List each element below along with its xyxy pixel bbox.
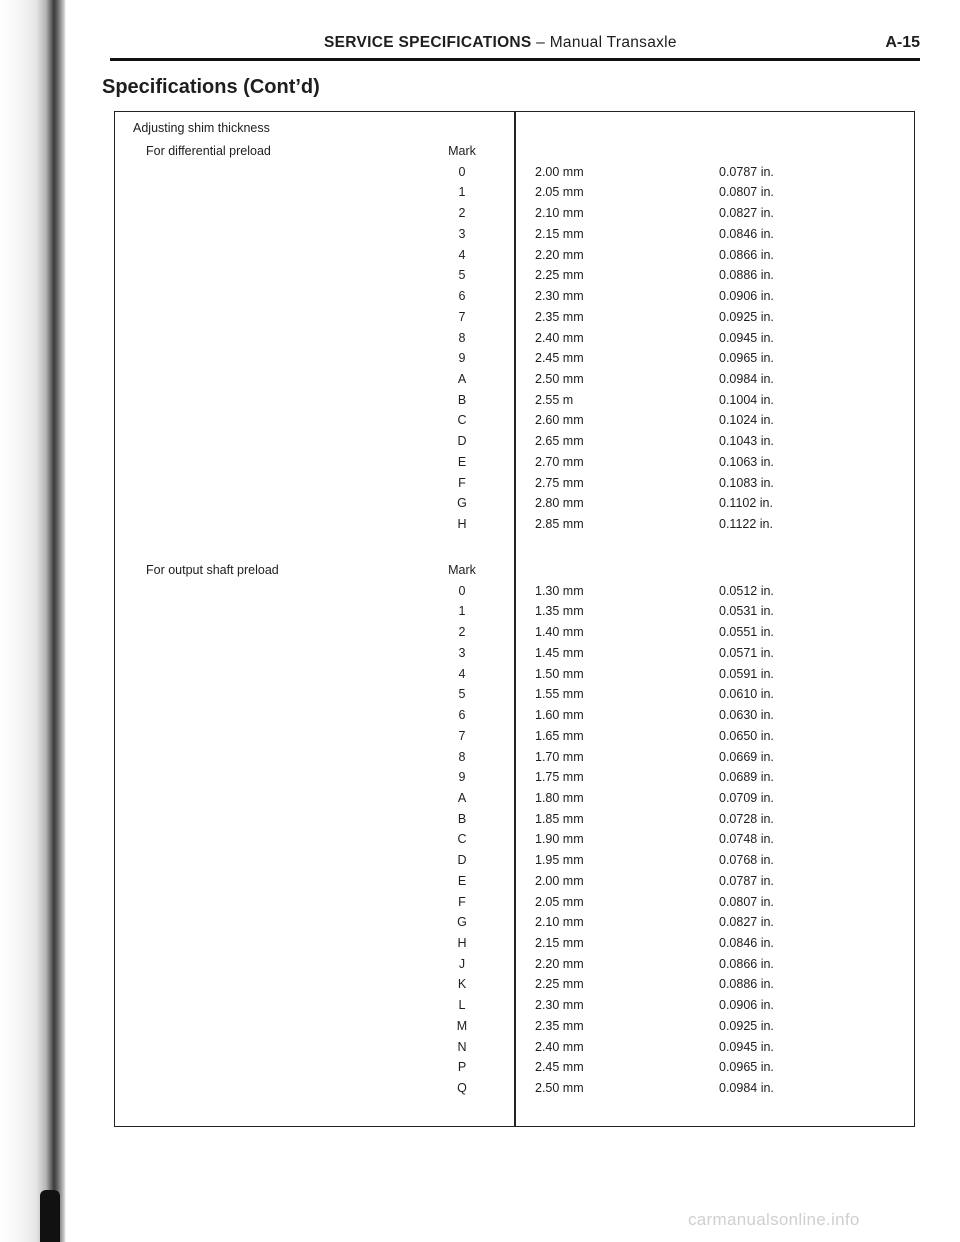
shim-mark: 9 (458, 351, 466, 366)
shim-mark: K (457, 977, 467, 992)
binding-tab (40, 1190, 60, 1242)
thickness-in: 0.0787 in. (719, 873, 774, 888)
thickness-mm: 2.85 mm (535, 517, 584, 531)
thickness-mm: 2.50 mm (535, 1081, 584, 1095)
thickness-mm: 2.60 mm (535, 413, 584, 428)
thickness-mm: 2.35 mm (535, 1018, 584, 1033)
thickness-mm: 1.80 mm (535, 790, 584, 805)
mark-header: Mark (448, 144, 476, 158)
thickness-in: 0.0984 in. (719, 371, 774, 386)
thickness-mm: 2.55 m (535, 392, 574, 407)
shim-mark: 1 (458, 604, 466, 619)
header-title-bold: SERVICE SPECIFICATIONS (324, 34, 532, 51)
shim-mark: G (457, 496, 467, 511)
shim-mark: P (457, 1060, 467, 1075)
shim-mark: 7 (458, 309, 466, 324)
thickness-mm: 1.60 mm (535, 708, 584, 722)
shim-mark: Q (457, 1081, 467, 1095)
thickness-mm: 2.10 mm (535, 915, 584, 930)
header-title-subtitle: – Manual Transaxle (531, 34, 677, 51)
shim-mark: 5 (458, 687, 466, 702)
thickness-in: 0.0945 in. (719, 330, 774, 345)
thickness-mm: 2.05 mm (535, 185, 584, 200)
thickness-in: 0.0846 in. (719, 936, 774, 950)
output-shaft-preload-label: For output shaft preload (146, 563, 279, 577)
thickness-mm: 1.70 mm (535, 749, 584, 764)
shim-mark: F (458, 475, 466, 490)
shim-mark: 1 (458, 185, 466, 200)
shim-mark: H (457, 936, 467, 950)
thickness-mm: 2.05 mm (535, 894, 584, 909)
thickness-mm: 2.70 mm (535, 454, 584, 469)
table-heading: Adjusting shim thickness (133, 121, 270, 135)
thickness-in: 0.0925 in. (719, 309, 774, 324)
shim-mark: H (457, 517, 467, 531)
thickness-in: 0.0984 in. (719, 1081, 774, 1095)
thickness-in: 0.1083 in. (719, 475, 774, 490)
thickness-in: 0.0807 in. (719, 894, 774, 909)
section-title: Specifications (Cont’d) (102, 76, 320, 98)
shim-mark: 9 (458, 770, 466, 785)
thickness-mm: 1.35 mm (535, 604, 584, 619)
shim-mark: C (457, 832, 467, 847)
shim-mark: N (457, 1039, 467, 1054)
shim-mark: C (457, 413, 467, 428)
shim-mark: B (457, 392, 467, 407)
thickness-in: 0.0610 in. (719, 687, 774, 702)
thickness-in: 0.0886 in. (719, 977, 774, 992)
shim-mark: D (457, 434, 467, 449)
shim-mark: 4 (458, 247, 466, 262)
thickness-in: 0.0965 in. (719, 351, 774, 366)
thickness-in: 0.0925 in. (719, 1018, 774, 1033)
thickness-in: 0.0748 in. (719, 832, 774, 847)
thickness-in: 0.0709 in. (719, 790, 774, 805)
thickness-mm: 2.25 mm (535, 977, 584, 992)
thickness-in: 0.0650 in. (719, 728, 774, 743)
shim-mark: D (457, 853, 467, 868)
thickness-in: 0.0827 in. (719, 915, 774, 930)
shim-mark: 0 (458, 583, 466, 598)
header-rule (110, 58, 920, 61)
thickness-in: 0.0630 in. (719, 708, 774, 722)
shim-mark: 8 (458, 330, 466, 345)
thickness-in: 0.1024 in. (719, 413, 774, 428)
thickness-in: 0.0669 in. (719, 749, 774, 764)
thickness-in: 0.0965 in. (719, 1060, 774, 1075)
thickness-in: 0.0827 in. (719, 206, 774, 221)
thickness-in: 0.0551 in. (719, 625, 774, 640)
thickness-mm: 1.75 mm (535, 770, 584, 785)
shim-mark: J (458, 956, 466, 971)
thickness-in: 0.0906 in. (719, 998, 774, 1013)
header-title (324, 34, 677, 52)
thickness-mm: 2.45 mm (535, 1060, 584, 1075)
thickness-in: 0.0886 in. (719, 268, 774, 283)
mark-header: Mark (448, 563, 476, 577)
page-number: A-15 (885, 34, 920, 51)
thickness-mm: 2.65 mm (535, 434, 584, 449)
shim-mark: 8 (458, 749, 466, 764)
shim-mark: 5 (458, 268, 466, 283)
shim-mark: 7 (458, 728, 466, 743)
shim-mark: 6 (458, 289, 466, 303)
thickness-mm: 2.15 mm (535, 226, 584, 241)
thickness-mm: 2.20 mm (535, 956, 584, 971)
thickness-mm: 1.95 mm (535, 853, 584, 868)
thickness-mm: 1.50 mm (535, 666, 584, 681)
thickness-mm: 2.35 mm (535, 309, 584, 324)
thickness-mm: 2.50 mm (535, 371, 584, 386)
differential-preload-label: For differential preload (146, 144, 271, 158)
thickness-in: 0.0531 in. (719, 604, 774, 619)
page-header (108, 34, 920, 56)
thickness-mm: 1.65 mm (535, 728, 584, 743)
table-divider (514, 111, 516, 1127)
thickness-in: 0.0906 in. (719, 289, 774, 303)
shim-mark: 6 (458, 708, 466, 722)
thickness-in: 0.0571 in. (719, 645, 774, 660)
thickness-mm: 2.00 mm (535, 164, 584, 179)
thickness-in: 0.0866 in. (719, 247, 774, 262)
shim-mark: F (458, 894, 466, 909)
shim-mark: E (457, 873, 467, 888)
shim-mark: 4 (458, 666, 466, 681)
thickness-in: 0.1004 in. (719, 392, 774, 407)
shim-mark: M (456, 1018, 468, 1033)
thickness-in: 0.0807 in. (719, 185, 774, 200)
thickness-mm: 1.55 mm (535, 687, 584, 702)
thickness-in: 0.0866 in. (719, 956, 774, 971)
thickness-mm: 2.10 mm (535, 206, 584, 221)
shim-mark: 3 (458, 226, 466, 241)
thickness-in: 0.1063 in. (719, 454, 774, 469)
thickness-mm: 2.15 mm (535, 936, 584, 950)
thickness-mm: 2.75 mm (535, 475, 584, 490)
watermark: carmanualsonline.info (688, 1210, 860, 1229)
page-binding-shadow (0, 0, 66, 1242)
thickness-mm: 1.45 mm (535, 645, 584, 660)
thickness-in: 0.0512 in. (719, 583, 774, 598)
thickness-in: 0.0846 in. (719, 226, 774, 241)
thickness-mm: 2.25 mm (535, 268, 584, 283)
thickness-mm: 2.40 mm (535, 330, 584, 345)
thickness-in: 0.1102 in. (719, 496, 773, 511)
thickness-mm: 2.80 mm (535, 496, 584, 511)
shim-mark: L (458, 998, 466, 1013)
shim-mark: G (457, 915, 467, 930)
thickness-mm: 2.45 mm (535, 351, 584, 366)
thickness-in: 0.1043 in. (719, 434, 774, 449)
thickness-in: 0.0689 in. (719, 770, 774, 785)
thickness-mm: 2.30 mm (535, 289, 584, 303)
shim-mark: E (457, 454, 467, 469)
thickness-mm: 1.90 mm (535, 832, 584, 847)
thickness-mm: 2.40 mm (535, 1039, 584, 1054)
thickness-mm: 2.30 mm (535, 998, 584, 1013)
shim-mark: 3 (458, 645, 466, 660)
shim-mark: 2 (458, 206, 466, 221)
thickness-in: 0.0768 in. (719, 853, 774, 868)
shim-mark: A (457, 790, 467, 805)
thickness-in: 0.0787 in. (719, 164, 774, 179)
thickness-mm: 1.85 mm (535, 811, 584, 826)
thickness-mm: 2.00 mm (535, 873, 584, 888)
shim-mark: 0 (458, 164, 466, 179)
shim-mark: B (457, 811, 467, 826)
thickness-in: 0.0728 in. (719, 811, 774, 826)
thickness-in: 0.0945 in. (719, 1039, 774, 1054)
thickness-mm: 1.30 mm (535, 583, 584, 598)
thickness-in: 0.1122 in. (719, 517, 773, 531)
thickness-in: 0.0591 in. (719, 666, 774, 681)
shim-mark: A (457, 371, 467, 386)
thickness-mm: 1.40 mm (535, 625, 584, 640)
thickness-mm: 2.20 mm (535, 247, 584, 262)
shim-mark: 2 (458, 625, 466, 640)
